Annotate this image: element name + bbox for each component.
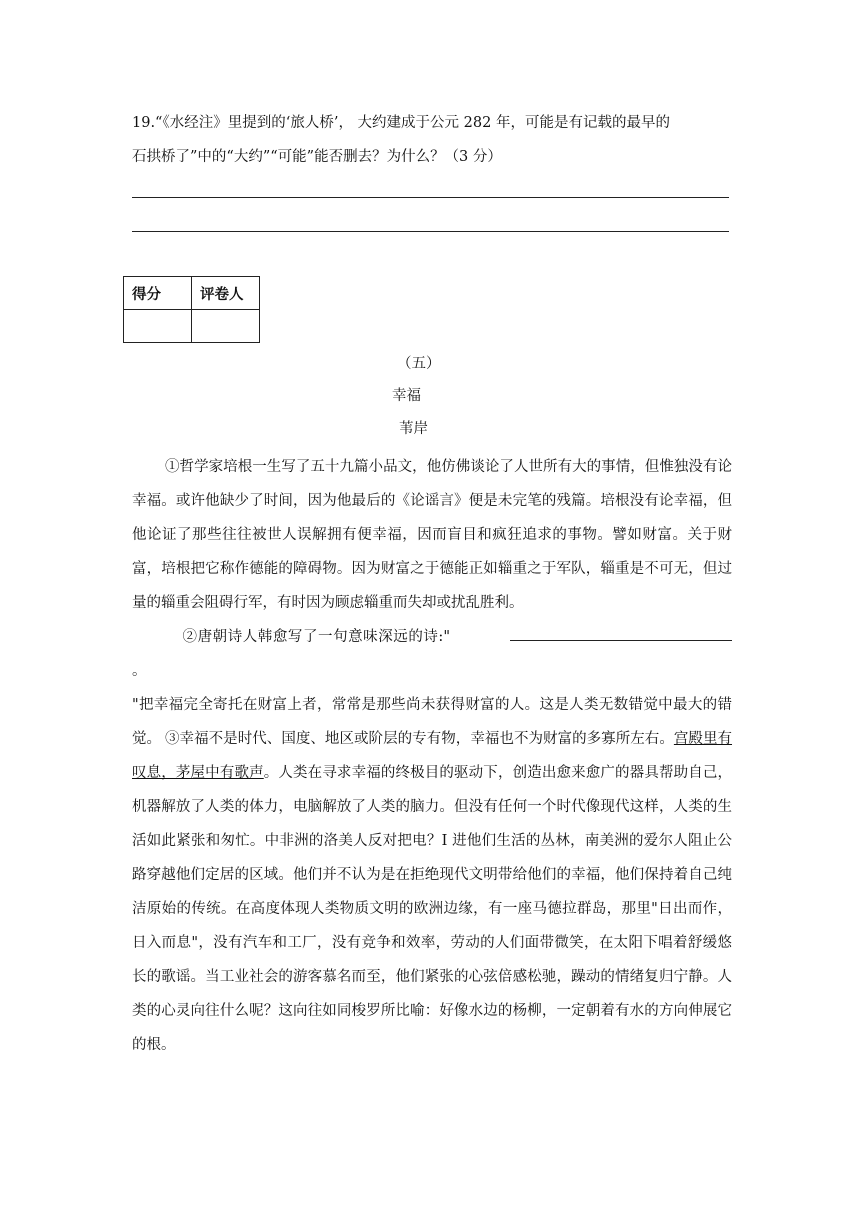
answer-line-1[interactable] [132, 197, 729, 198]
paragraph-2-rest: "把幸福完全寄托在财富上者，常常是那些尚未获得财富的人。这是人类无数错觉中最大的错觉。 [132, 697, 732, 747]
section-number: （五） [397, 356, 441, 372]
grader-cell[interactable] [192, 310, 260, 343]
question-19-line-1: 19.“《水经注》里提到的‘旅人桥’， 大约建成于公元 282 年，可能是有记载的最早的 [132, 115, 670, 131]
paragraph-2-start: ②唐朝诗人韩愈写了一句意味深远的诗:" [182, 629, 450, 645]
paragraph-3 [132, 722, 732, 1062]
question-19-line-2: 石拱桥了”中的“大约”“可能”能否删去？为什么？（3 分） [132, 149, 502, 165]
paragraph-2-end: 。 [132, 663, 147, 679]
paragraph-3-start: ③幸福不是时代、国度、地区或阶层的专有物，幸福也不为财富的多寡所左右。 [165, 731, 674, 747]
answer-line-2[interactable] [132, 231, 729, 232]
article-title: 幸福 [392, 388, 421, 404]
article-author: 苇岸 [399, 421, 428, 437]
poem-blank[interactable] [510, 626, 732, 641]
paragraph-1: ①哲学家培根一生写了五十九篇小品文，他仿佛谈论了人世所有大的事情，但惟独没有论幸福。或许他缺少了时间，因为他最后的《论谣言》便是未完笔的残篇。培根没有论幸福，但他论证了那些往往被世人误解拥有便幸福，因而盲目和疯狂追求的事物。譬如财富。关于财富，培根把它称作德能的障碍物。因为财富之于德能正如辎重之于军队，辎重是不可无，但过量的辎重会阻碍行军，有时因为顾虑辎重而失却或扰乱胜利。 [132, 459, 732, 611]
paragraph-3-rest: 。人类在寻求幸福的终极目的驱动下，创造出愈来愈广的器具帮助自己，机器解放了人类的体力，电脑解放了人类的脑力。但没有任何一个时代像现代这样，人类的生活如此紧张和匆忙。中非洲的洛美人反对把电？I 进他们生活的丛林，南美洲的爱尔人阻止公路穿越他们定居的区域。他们并不认为是在拒绝现代文明带给他们的幸福，他们保持着自己纯洁原始的传统。在高度体现人类物质文明的欧洲边缘，有一座马德拉群岛，那里"日出而作，日入而息"，没有汽车和工厂，没有竞争和效率，劳动的人们面带微笑，在太阳下唱着舒缓悠长的歌谣。当工业社会的游客慕名而至，他们紧张的心弦倍感松驰，躁动的情绪复归宁静。人类的心灵向往什么呢？这向往如同梭罗所比喻：好像水边的杨柳，一定朝着有水的方向伸展它的根。 [132, 765, 733, 1053]
score-cell[interactable] [124, 310, 192, 343]
grader-header: 评卷人 [192, 277, 260, 310]
underlined-phrase: 宫殿里有叹息，茅屋中有歌声 [132, 731, 733, 781]
score-table [123, 276, 260, 343]
score-header: 得分 [124, 277, 192, 310]
